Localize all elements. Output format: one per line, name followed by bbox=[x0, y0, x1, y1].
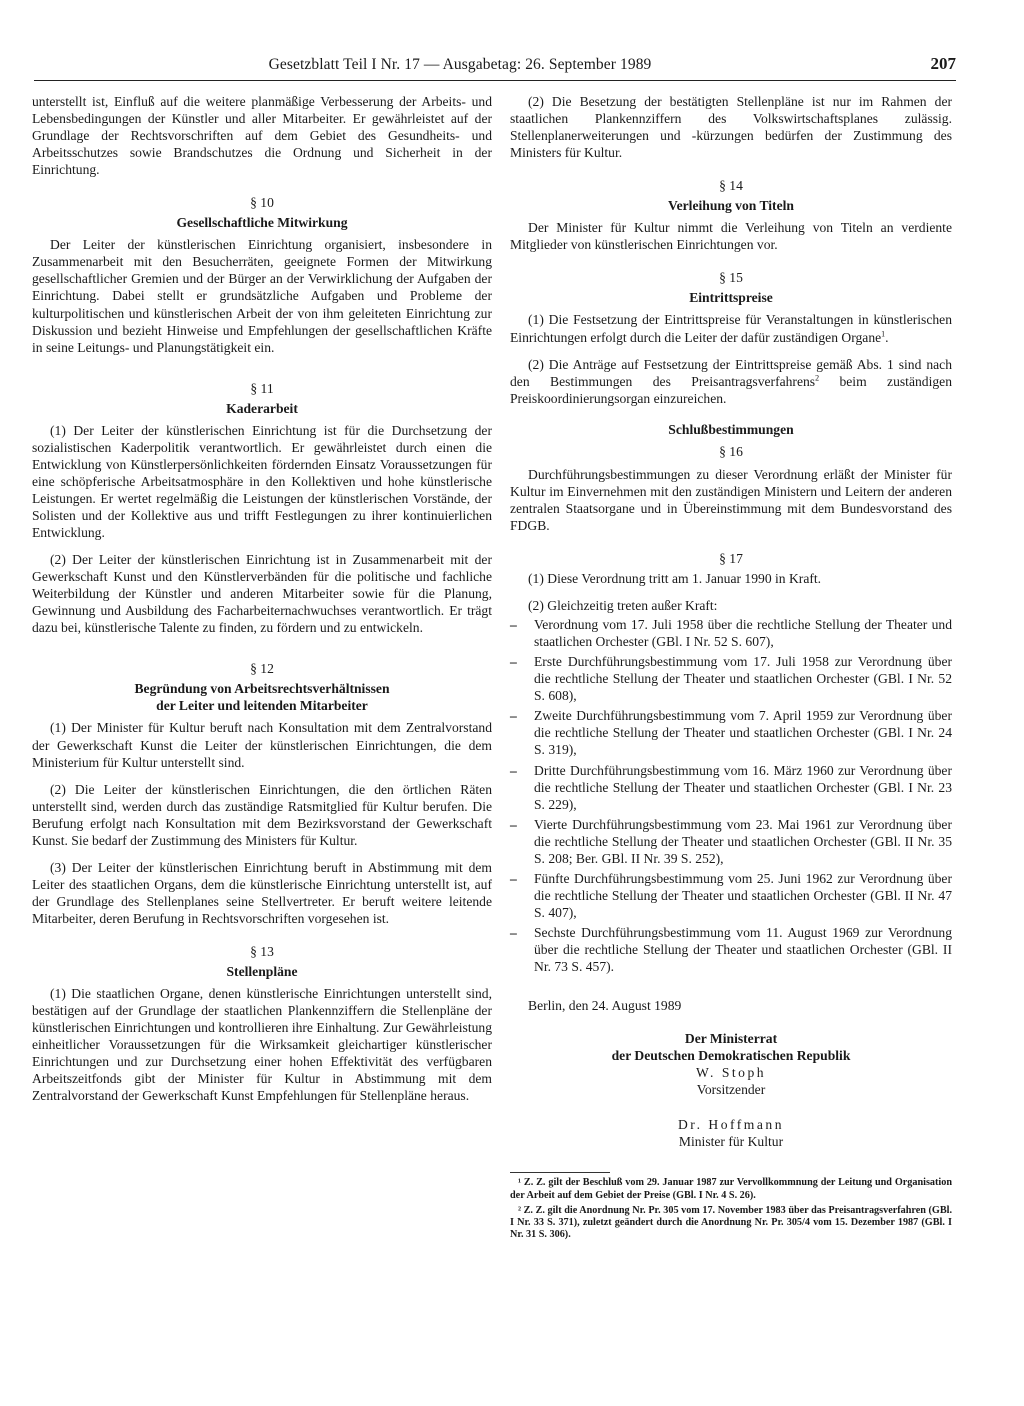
section-17-paragraph-1: (1) Diese Verordnung tritt am 1. Januar 1990 in Kraft. bbox=[528, 571, 822, 587]
section-10-paragraph: Der Leiter der künstlerischen Einrichtung organisiert, insbesondere in Zusammenarbeit mit den Besucherräten, geeignete Formen der Mitwirkung gesellschaftlicher Gremien und der Bürger an der Verwirklichung der Aufgaben der Einrichtung. Dabei stellt er grundsätzliche Aufgaben und Probleme der kulturpolitischen und künstlerischen Arbeit der von ihm geleiteten Einrichtung zur Diskussion und bezieht Hinweise und Empfehlungen der gesellschaftlichen Kräfte in seine Leitungs- und Planungstätigkeit ein. bbox=[32, 237, 492, 355]
section-number-11: § 11 bbox=[250, 380, 274, 396]
section-title-13: Stellenpläne bbox=[226, 964, 298, 980]
section-12-paragraph-3: (3) Der Leiter der künstlerischen Einrichtung beruft in Abstimmung mit dem Leiter des staatlichen Organs, dem die künstlerische Einrichtung unterstellt ist, auf der Grundlage des Stellenplanes seine Stellvertreter. Er beruft weitere leitende Mitarbeiter, deren Berufung in Rechtsvorschriften vorgesehen ist. bbox=[32, 859, 492, 926]
list-item: – Erste Durchführungsbestimmung vom 17. Juli 1958 zur Verordnung über die rechtliche Stellung der Theater und staatlichen Orchester (GBl. I Nr. 52 S. 608), bbox=[510, 653, 952, 704]
section-12-paragraph-2: (2) Die Leiter der künstlerischen Einrichtungen, die den örtlichen Räten unterstellt sind, werden durch das zuständige Ratsmitglied für Kultur berufen. Die Berufung erfolgt nach Konsultation mit dem Bezirksvorstand der Gewerkschaft Kunst. Sie bedarf der Zustimmung des Ministers für Kultur. bbox=[32, 781, 492, 848]
section-13-paragraph-1: (1) Die staatlichen Organe, denen künstlerische Einrichtungen unterstellt sind, bestätigen auf der Grundlage der staatlichen Plankennziffern die Stellenpläne der künstlerischen Einrichtungen und kontrollieren ihre Einhaltung. Zur Gewährleistung einheitlicher Voraussetzungen für die Wirksamkeit gleichartiger künstlerischer Einrichtungen und zur Durchsetzung einer hohen Effektivität des verfügbaren Arbeitszeitfonds gibt der Minister für Kultur in Abstimmung mit dem Zentralvorstand der Gewerkschaft Kunst Empfehlungen für Stellenpläne heraus. bbox=[32, 986, 492, 1104]
section-13-paragraph-2: (2) Die Besetzung der bestätigten Stellenpläne ist nur im Rahmen der staatlichen Plankennziffern des Volkswirtschaftsplanes zulässig. Stellenplanerweiterungen und -kürzungen bedürfen der Zustimmung des Ministers für Kultur. bbox=[510, 94, 952, 161]
right-column bbox=[510, 93, 952, 1244]
list-item: – Verordnung vom 17. Juli 1958 über die rechtliche Stellung der Theater und staatlichen Orchester (GBl. I Nr. 52 S. 607), bbox=[510, 616, 952, 650]
section-number-15: § 15 bbox=[719, 270, 743, 286]
section-number-10: § 10 bbox=[250, 195, 274, 211]
list-item: – Zweite Durchführungsbestimmung vom 7. April 1959 zur Verordnung über die rechtliche Stellung der Theater und staatlichen Orchester (GBl. I Nr. 24 S. 319), bbox=[510, 707, 952, 758]
section-15-paragraph-1: (1) Die Festsetzung der Eintrittspreise für Veranstaltungen in künstlerischen Einrichtungen erfolgt durch die Leiter der dafür zuständigen Organe$^1$. bbox=[510, 312, 952, 345]
signatory-name-2: Dr. Hoffmann bbox=[677, 1117, 784, 1133]
section-title-15: Eintrittspreise bbox=[689, 290, 773, 306]
signature-organization-line2: der Deutschen Demokratischen Republik bbox=[611, 1048, 851, 1064]
page-number: 207 bbox=[930, 54, 956, 73]
list-item: – Vierte Durchführungsbestimmung vom 23. Mai 1961 zur Verordnung über die rechtliche Stellung der Theater und staatlichen Orchester (GBl. II Nr. 35 S. 208; Ber. GBl. II Nr. 39 S. 252), bbox=[510, 816, 952, 867]
section-15-paragraph-2: (2) Die Anträge auf Festsetzung der Eintrittspreise gemäß Abs. 1 sind nach den Bestimmungen des Preisantragsverfahrens$^2$ beim zuständigen Preiskoordinierungsorgan einzureichen. bbox=[510, 356, 952, 406]
footnote-ref-1: 1 bbox=[881, 328, 886, 338]
section-17-paragraph-2: (2) Gleichzeitig treten außer Kraft: bbox=[528, 598, 718, 614]
section-14-paragraph: Der Minister für Kultur nimmt die Verleihung von Titeln an verdiente Mitglieder von künstlerischen Einrichtungen vor. bbox=[510, 220, 952, 253]
section-number-14: § 14 bbox=[719, 178, 743, 194]
footnote-1: ¹ Z. Z. gilt der Beschluß vom 29. Januar 1987 zur Vervollkommnung der Leitung und Organisation der Arbeit auf dem Gebiet der Preise (GBl. I Nr. 4 S. 26). bbox=[510, 1177, 952, 1201]
section-11-paragraph-2: (2) Der Leiter der künstlerischen Einrichtung ist in Zusammenarbeit mit der Gewerkschaft Kunst und den Künstlerverbänden für die politische und fachliche Weiterbildung der Künstler und anderen Mitarbeiter sowie für die Planung, Gewinnung und Ausbildung des Facharbeiternachwuchses verantwortlich. Er trägt dazu bei, künstlerische Talente zu finden, zu fördern und zu entwickeln. bbox=[32, 552, 492, 636]
signature-organization-line1: Der Ministerrat bbox=[684, 1031, 778, 1047]
closing-provisions-title: Schlußbestimmungen bbox=[668, 421, 794, 437]
section-number-17: § 17 bbox=[719, 550, 743, 566]
section-16-paragraph: Durchführungsbestimmungen zu dieser Verordnung erläßt der Minister für Kultur im Einvernehmen mit den zuständigen Ministern und Leitern der anderen zentralen Staatsorgane und in Übereinstimmung mit dem Bundesvorstand des FDGB. bbox=[510, 466, 952, 533]
section-number-12: § 12 bbox=[250, 661, 274, 677]
section-title-14: Verleihung von Titeln bbox=[668, 198, 794, 214]
list-item: – Fünfte Durchführungsbestimmung vom 25. Juni 1962 zur Verordnung über die rechtliche Stellung der Theater und staatlichen Orchester (GBl. II Nr. 47 S. 407), bbox=[510, 870, 952, 921]
list-item: – Dritte Durchführungsbestimmung vom 16. März 1960 zur Verordnung über die rechtliche Stellung der Theater und staatlichen Orchester (GBl. I Nr. 23 S. 229), bbox=[510, 762, 952, 813]
section-title-12-line2: der Leiter und leitenden Mitarbeiter bbox=[156, 698, 368, 714]
section-12-paragraph-1: (1) Der Minister für Kultur beruft nach Konsultation mit dem Zentralvorstand der Gewerkschaft Kunst die Leiter der künstlerischen Einrichtungen, die dem Ministerium für Kultur unterstellt sind. bbox=[32, 720, 492, 770]
section-title-11: Kaderarbeit bbox=[226, 400, 298, 416]
section-title-12-line1: Begründung von Arbeitsrechtsverhältnissen bbox=[134, 681, 390, 697]
footnote-separator bbox=[510, 1172, 610, 1173]
footnote-ref-2: 2 bbox=[815, 373, 820, 383]
section-number-13: § 13 bbox=[250, 943, 274, 959]
running-title: Gesetzblatt Teil I Nr. 17 — Ausgabetag: 26. September 1989 bbox=[268, 56, 652, 73]
section-number-16: § 16 bbox=[719, 443, 743, 459]
page-header bbox=[34, 54, 956, 81]
section-title-10: Gesellschaftliche Mitwirkung bbox=[176, 215, 348, 231]
repealed-regulations-list bbox=[510, 616, 952, 975]
place-and-date: Berlin, den 24. August 1989 bbox=[528, 998, 682, 1014]
section-11-paragraph-1: (1) Der Leiter der künstlerischen Einrichtung ist für die Durchsetzung der sozialistischen Kaderpolitik verantwortlich. Er gewährleistet durch einen die Entwicklung von Künstlerpersönlichkeiten fördernden Einsatz Voraussetzungen für eine schöpferische Arbeitsatmosphäre in den Kollektiven und hohe künstlerische Leistungen. Er wertet regelmäßig die Leistungen der künstlerischen Vorstände, der Solisten und der Kollektive aus und trifft Festlegungen zu ihrer kontinuierlichen Entwicklung. bbox=[32, 422, 492, 541]
list-item: – Sechste Durchführungsbestimmung vom 11. August 1969 zur Verordnung über die rechtliche Stellung der Theater und staatlichen Orchester (GBl. II Nr. 73 S. 457). bbox=[510, 924, 952, 975]
signatory-name-1: W. Stoph bbox=[695, 1065, 767, 1081]
left-column bbox=[32, 93, 492, 1114]
intro-paragraph: unterstellt ist, Einfluß auf die weitere planmäßige Verbesserung der Arbeits- und Lebensbedingungen der Künstler und aller Mitarbeiter. Er gewährleistet auf der Grundlage der Rechtsvorschriften auf dem Gebiet des Gesundheits- und Arbeitsschutzes sowie Brandschutzes die Ordnung und Sicherheit in der Einrichtung. bbox=[32, 94, 492, 178]
signatory-role-1: Vorsitzender bbox=[696, 1082, 766, 1098]
signatory-role-2: Minister für Kultur bbox=[678, 1134, 784, 1150]
footnote-2: ² Z. Z. gilt die Anordnung Nr. Pr. 305 vom 17. November 1983 über das Preisantragsverfahren (GBl. I Nr. 33 S. 371), zuletzt geändert durch die Anordnung Nr. Pr. 305/4 vom 15. Dezember 1987 (GBl. I Nr. 31 S. 306). bbox=[510, 1204, 952, 1241]
